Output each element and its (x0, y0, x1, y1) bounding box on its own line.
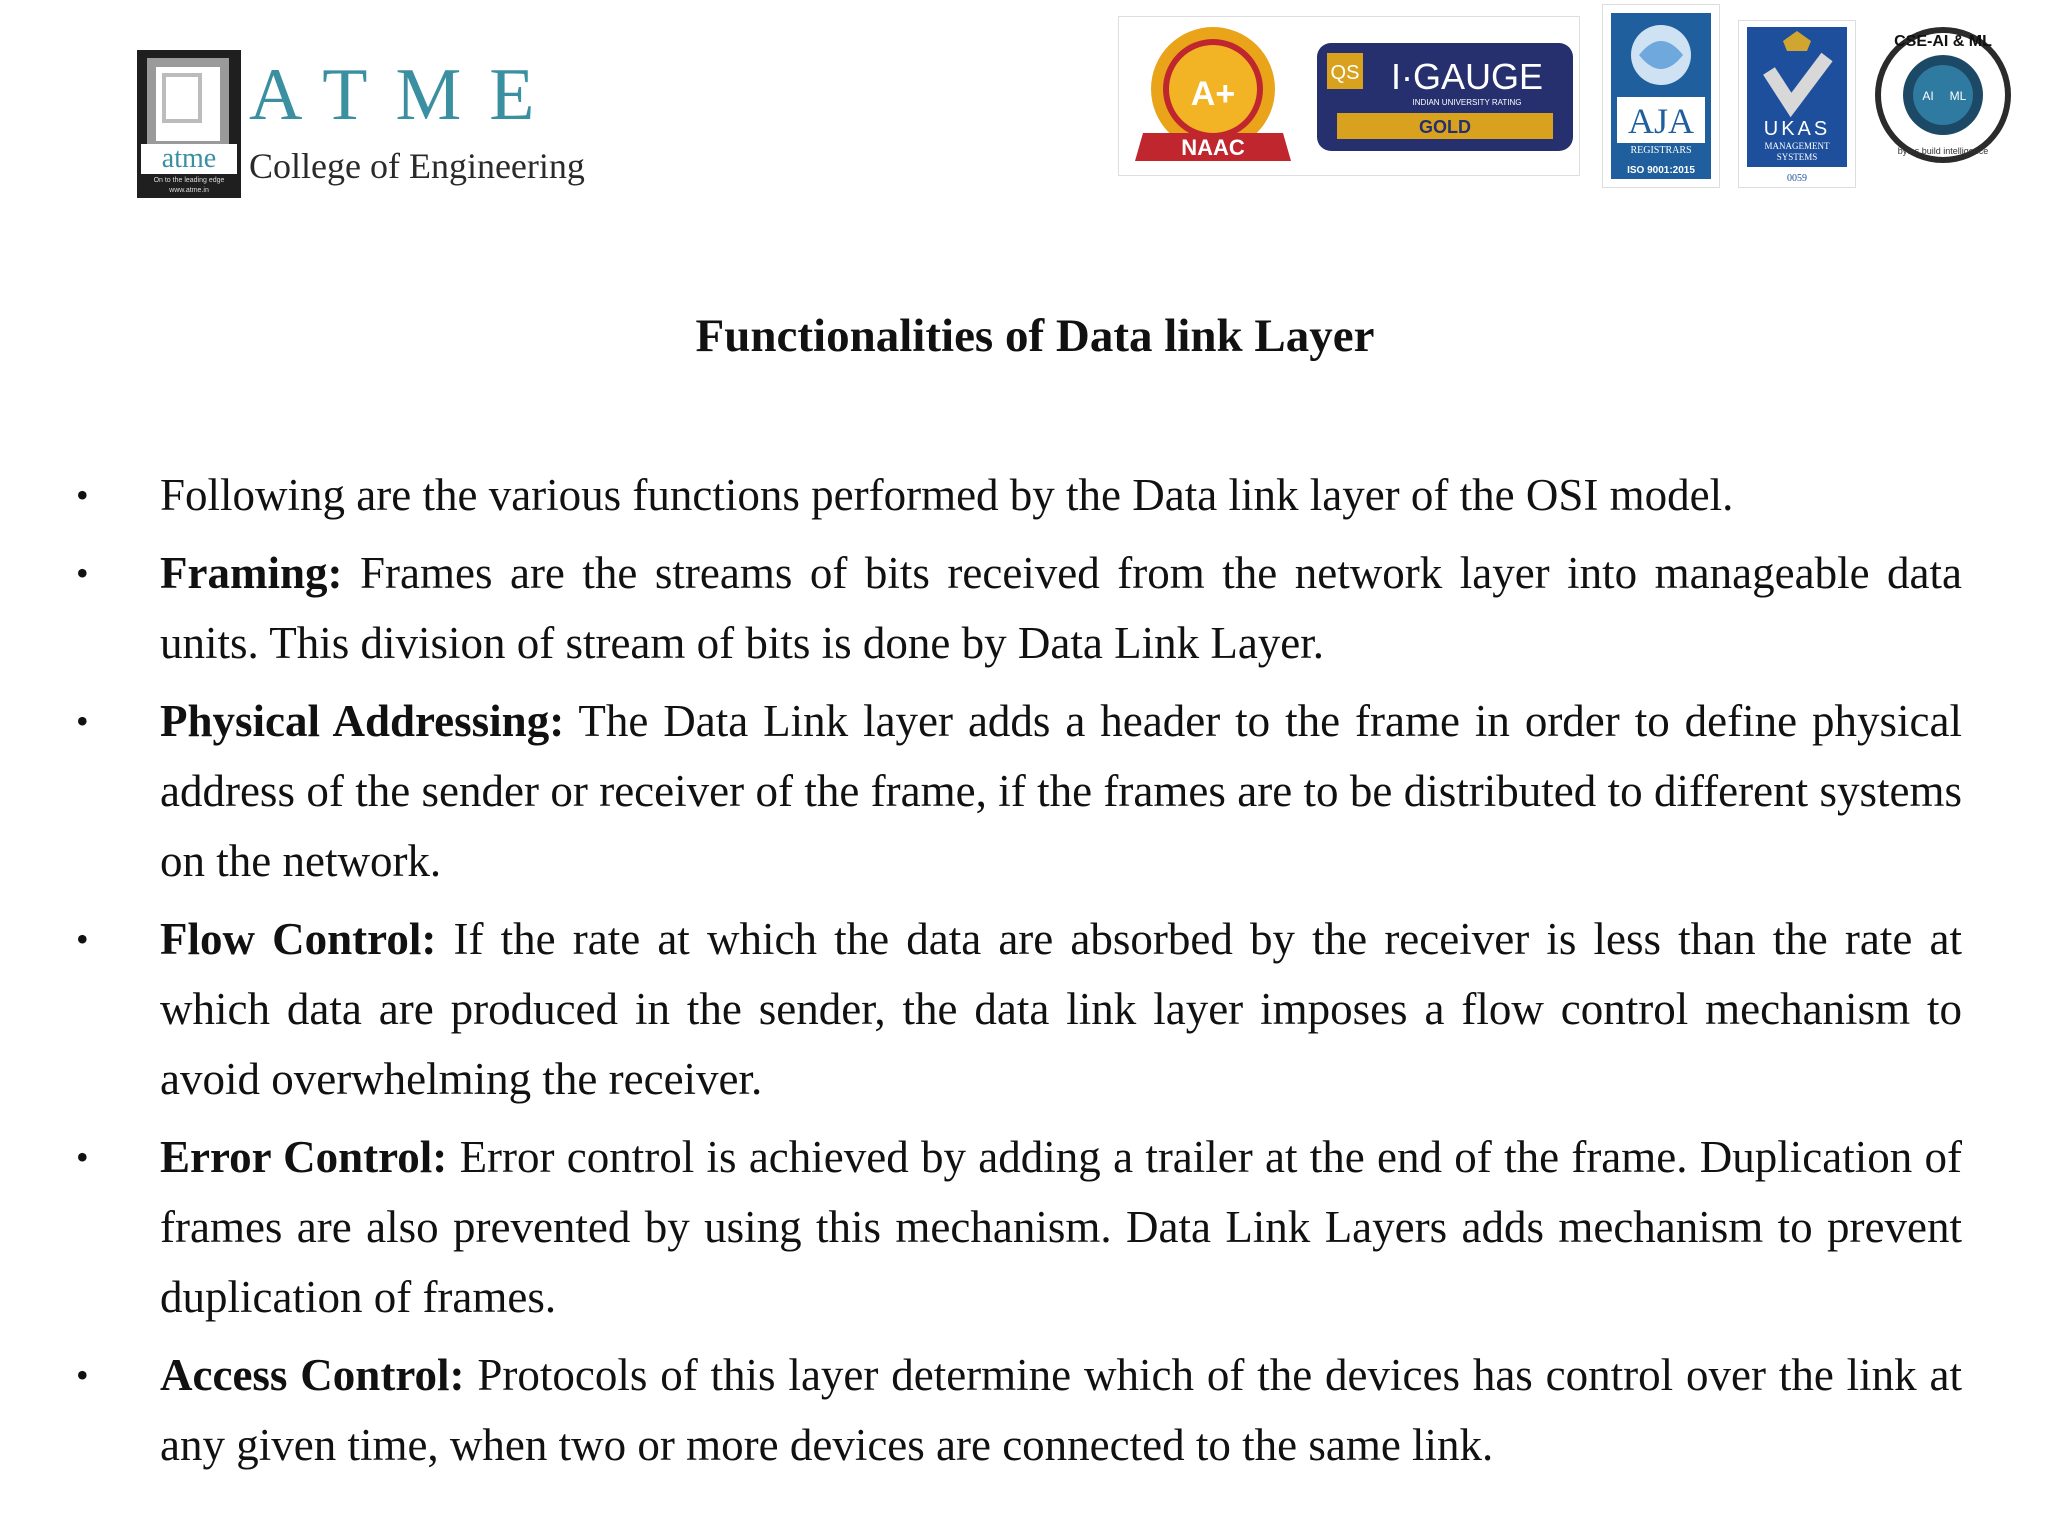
qs-name: I·GAUGE (1390, 56, 1544, 97)
list-item-flow-control (160, 904, 1962, 1114)
list-item-text: Frames are the streams of bits received from the network layer into manageable data units. This division of stream of bits is done by Data Link Layer. (160, 548, 1963, 668)
list-item-framing (160, 538, 1962, 678)
bullet-icon: • (76, 475, 89, 515)
qs-level: GOLD (1419, 117, 1471, 137)
bullet-icon: • (76, 553, 89, 593)
aja-name: AJA (1627, 101, 1695, 141)
list-item-term: Physical Addressing: (160, 696, 565, 746)
list-item-term: Error Control: (160, 1132, 448, 1182)
college-name: ATME (249, 54, 563, 136)
bullet-icon: • (76, 919, 89, 959)
ukas-number: 0059 (1787, 173, 1807, 184)
list-item-intro (160, 460, 1962, 530)
list-item-term: Access Control: (160, 1350, 465, 1400)
list-item-error-control (160, 1122, 1962, 1332)
cse-right: ML (1949, 89, 1967, 103)
slide-title: Functionalities of Data link Layer (695, 310, 1375, 362)
cse-left: AI (1922, 89, 1934, 103)
list-item-physical-addressing (160, 686, 1962, 896)
aja-cert: ISO 9001:2015 (1627, 165, 1695, 176)
list-item-term: Framing: (160, 548, 343, 598)
list-item-text: If the rate at which the data are absorbed by the receiver is less than the rate at which data are produced in the sender, the data link layer imposes a flow control mechanism to avoid overwhelming the receiver. (160, 914, 1963, 1104)
college-mark-url: www.atme.in (169, 187, 209, 194)
bullet-icon: • (76, 1137, 89, 1177)
cse-ring-bottom: bytes build intelligence (1897, 146, 1989, 156)
list-item-text: Following are the various functions performed by the Data link layer of the OSI model. (160, 470, 1734, 520)
cse-ring-text: CSE-AI & ML (1894, 33, 1992, 50)
list-item-access-control (160, 1340, 1962, 1480)
bullet-icon: • (76, 701, 89, 741)
qs-tagline: INDIAN UNIVERSITY RATING (1412, 98, 1522, 107)
ukas-name: UKAS (1763, 118, 1831, 140)
naac-grade: A+ (1190, 75, 1236, 113)
college-subtitle: College of Engineering (249, 146, 585, 186)
college-mark-word: atme (141, 144, 237, 174)
ukas-line2: SYSTEMS (1776, 152, 1818, 162)
college-mark-tagline: On to the leading edge (153, 177, 225, 184)
list-item-text: The Data Link layer adds a header to the frame in order to define physical address of the sender or receiver of the frame, if the frames are to be distributed to different systems on the network. (160, 696, 1963, 886)
list-item-text: Error control is achieved by adding a trailer at the end of the frame. Duplication of frames are also prevented by using this mechanism. Data Link Layers adds mechanism to prevent duplication of frames. (160, 1132, 1963, 1322)
ukas-line1: MANAGEMENT (1764, 141, 1830, 151)
bullet-icon: • (76, 1355, 89, 1395)
qs-brand: QS (1330, 62, 1360, 84)
aja-line: REGISTRARS (1630, 145, 1692, 156)
list-item-text: Protocols of this layer determine which of the devices has control over the link at any given time, when two or more devices are connected to the same link. (160, 1350, 1962, 1470)
list-item-term: Flow Control: (160, 914, 437, 964)
naac-label: NAAC (1181, 135, 1245, 160)
